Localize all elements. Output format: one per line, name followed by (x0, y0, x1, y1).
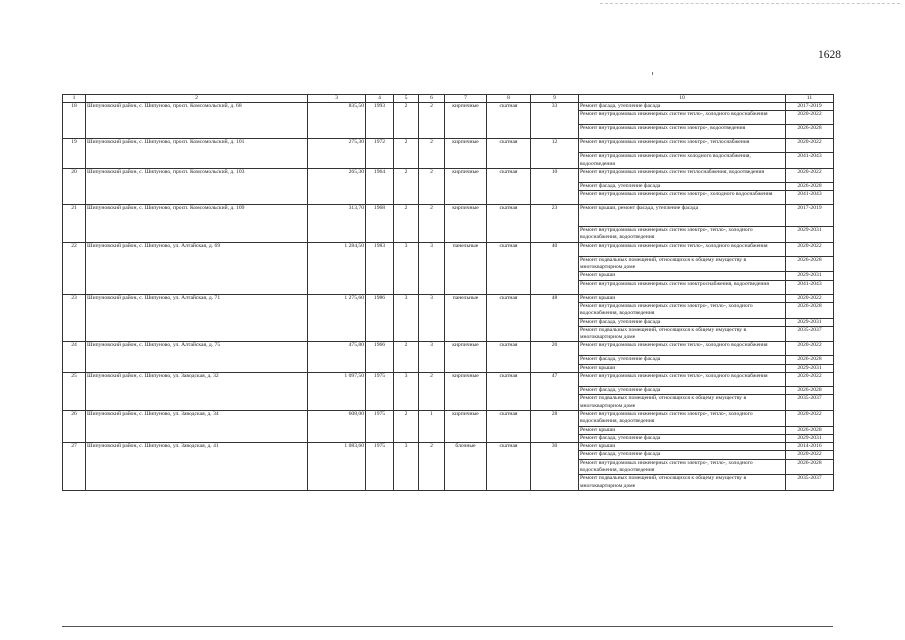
roof-type-cell: скатная (487, 443, 531, 491)
column-number-cell: 9 (531, 95, 579, 103)
work-type-cell: Ремонт подвальных помещений, относящихся к общему имуществу в многоквартирном доме (579, 326, 786, 342)
work-period-cell: 2026-2028 (786, 256, 834, 272)
work-period-cell: 2029-2031 (786, 272, 834, 280)
scan-speck (652, 72, 653, 75)
residents-cell: 23 (531, 205, 579, 243)
wall-material-cell: блочные (445, 443, 487, 491)
table-row (63, 205, 834, 227)
work-type-cell: Ремонт внутридомовых инженерных систем тепло-, холодного водоснабжения (579, 373, 786, 387)
wall-material-cell: кирпичные (445, 342, 487, 373)
table-row (63, 242, 834, 256)
work-period-cell: 2017-2019 (786, 103, 834, 111)
work-type-cell: Ремонт подвальных помещений, относящихся к общему имуществу в многоквартирном доме (579, 395, 786, 411)
residents-cell: 47 (531, 373, 579, 411)
roof-type-cell: скатная (487, 410, 531, 442)
work-period-cell: 2020-2022 (786, 410, 834, 426)
row-number-cell: 20 (63, 168, 86, 204)
work-type-cell: Ремонт фасада, утепление фасада (579, 434, 786, 442)
table-row (63, 168, 834, 182)
floors-cell: 3 (394, 373, 419, 411)
work-type-cell: Ремонт внутридомовых инженерных систем холодного водоснабжения, водоотведения (579, 153, 786, 169)
floors-cell: 3 (394, 294, 419, 342)
residents-cell: 40 (531, 242, 579, 294)
residents-cell: 20 (531, 342, 579, 373)
row-number-cell: 18 (63, 103, 86, 139)
area-cell: 265,30 (308, 168, 366, 204)
area-cell: 1 275,60 (308, 294, 366, 342)
housing-repair-table (62, 94, 834, 491)
residents-cell: 48 (531, 294, 579, 342)
work-period-cell: 2035-2037 (786, 395, 834, 411)
work-type-cell: Ремонт крыши (579, 364, 786, 372)
row-number-cell: 25 (63, 373, 86, 411)
address-cell: Шипуновский район, с. Шипуново, просп. Комсомольский, д. 109 (86, 205, 308, 243)
roof-type-cell: скатная (487, 103, 531, 139)
year-cell: 1986 (366, 294, 394, 342)
wall-material-cell: кирпичные (445, 410, 487, 442)
area-cell: 475,80 (308, 342, 366, 373)
entrances-cell: 3 (419, 294, 445, 342)
work-type-cell: Ремонт внутридомовых инженерных систем теплоснабжения, водоотведения (579, 168, 786, 182)
work-period-cell: 2020-2022 (786, 373, 834, 387)
area-cell: 313,70 (308, 205, 366, 243)
area-cell: 608,00 (308, 410, 366, 442)
address-cell: Шипуновский район, с. Шипуново, просп. Комсомольский, д. 101 (86, 139, 308, 169)
table-row (63, 342, 834, 356)
table-row (63, 373, 834, 387)
work-period-cell: 2035-2037 (786, 326, 834, 342)
wall-material-cell: кирпичные (445, 139, 487, 169)
work-period-cell: 2026-2028 (786, 426, 834, 434)
work-period-cell: 2029-2031 (786, 434, 834, 442)
address-cell: Шипуновский район, с. Шипуново, ул. Алтайская, д. 75 (86, 342, 308, 373)
entrances-cell: 2 (419, 139, 445, 169)
work-type-cell: Ремонт фасада, утепление фасада (579, 182, 786, 190)
work-type-cell: Ремонт внутридомовых инженерных систем тепло-, холодного водоснабжения (579, 111, 786, 125)
work-period-cell: 2029-2031 (786, 364, 834, 372)
work-period-cell: 2020-2022 (786, 139, 834, 153)
work-period-cell: 2020-2022 (786, 294, 834, 302)
year-cell: 1975 (366, 373, 394, 411)
roof-type-cell: скатная (487, 373, 531, 411)
area-cell: 1 097,50 (308, 373, 366, 411)
work-type-cell: Ремонт крыши (579, 426, 786, 434)
work-type-cell: Ремонт крыши (579, 294, 786, 302)
work-period-cell: 2020-2022 (786, 451, 834, 459)
row-number-cell: 26 (63, 410, 86, 442)
area-cell: 835,50 (308, 103, 366, 139)
entrances-cell: 2 (419, 168, 445, 204)
work-type-cell: Ремонт внутридомовых инженерных систем тепло-, холодного водоснабжения (579, 242, 786, 256)
work-type-cell: Ремонт фасада, утепление фасада (579, 318, 786, 326)
work-type-cell: Ремонт внутридомовых инженерных систем электро-, тепло-, холодного водоснабжения, водоотведения (579, 302, 786, 318)
work-type-cell: Ремонт внутридомовых инженерных систем электро-, тепло-, холодного водоснабжения, водоотведения (579, 410, 786, 426)
floors-cell: 3 (394, 443, 419, 491)
roof-type-cell: скатная (487, 242, 531, 294)
work-type-cell: Ремонт внутридомовых инженерных систем тепло-, холодного водоснабжения (579, 342, 786, 356)
year-cell: 1968 (366, 205, 394, 243)
work-type-cell: Ремонт внутридомовых инженерных систем электроснабжения, водоотведения (579, 280, 786, 294)
address-cell: Шипуновский район, с. Шипуново, ул. Алтайская, д. 69 (86, 242, 308, 294)
work-type-cell: Ремонт подвальных помещений, относящихся к общему имуществу в многоквартирном доме (579, 475, 786, 491)
year-cell: 1972 (366, 139, 394, 169)
column-number-cell: 7 (445, 95, 487, 103)
column-number-cell: 2 (86, 95, 308, 103)
work-period-cell: 2041-2043 (786, 280, 834, 294)
entrances-cell: 2 (419, 103, 445, 139)
work-period-cell: 2035-2037 (786, 475, 834, 491)
address-cell: Шипуновский район, с. Шипуново, ул. Заводская, д. 32 (86, 373, 308, 411)
year-cell: 1993 (366, 103, 394, 139)
table-body (63, 103, 834, 491)
column-number-cell: 11 (786, 95, 834, 103)
table-row (63, 410, 834, 426)
address-cell: Шипуновский район, с. Шипуново, ул. Заводская, д. 41 (86, 443, 308, 491)
work-period-cell: 2041-2043 (786, 191, 834, 205)
work-period-cell: 2026-2028 (786, 302, 834, 318)
table-row (63, 139, 834, 153)
work-period-cell: 2029-2031 (786, 227, 834, 243)
work-period-cell: 2029-2031 (786, 318, 834, 326)
year-cell: 1975 (366, 410, 394, 442)
work-period-cell: 2026-2028 (786, 125, 834, 139)
roof-type-cell: скатная (487, 294, 531, 342)
wall-material-cell: панельные (445, 242, 487, 294)
area-cell: 1 083,60 (308, 443, 366, 491)
work-type-cell: Ремонт фасада, утепление фасада (579, 451, 786, 459)
roof-type-cell: скатная (487, 139, 531, 169)
row-number-cell: 22 (63, 242, 86, 294)
wall-material-cell: панельные (445, 294, 487, 342)
work-type-cell: Ремонт внутридомовых инженерных систем электро-, холодного водоснабжения (579, 191, 786, 205)
row-number-cell: 23 (63, 294, 86, 342)
work-period-cell: 2014-2016 (786, 443, 834, 451)
column-number-cell: 1 (63, 95, 86, 103)
row-number-cell: 24 (63, 342, 86, 373)
work-type-cell: Ремонт подвальных помещений, относящихся к общему имуществу в многоквартирном доме (579, 256, 786, 272)
column-number-cell: 4 (366, 95, 394, 103)
address-cell: Шипуновский район, с. Шипуново, ул. Заводская, д. 34 (86, 410, 308, 442)
work-period-cell: 2020-2022 (786, 342, 834, 356)
residents-cell: 30 (531, 443, 579, 491)
wall-material-cell: кирпичные (445, 373, 487, 411)
roof-type-cell: скатная (487, 168, 531, 204)
floors-cell: 2 (394, 342, 419, 373)
work-type-cell: Ремонт внутридомовых инженерных систем электро-, тепло-, холодного водоснабжения, водоотведения (579, 227, 786, 243)
residents-cell: 33 (531, 103, 579, 139)
work-period-cell: 2020-2022 (786, 168, 834, 182)
table-row (63, 294, 834, 302)
work-type-cell: Ремонт внутридомовых инженерных систем электро-, водоотведения (579, 125, 786, 139)
page-number: 1628 (818, 49, 841, 61)
work-period-cell: 2026-2028 (786, 356, 834, 364)
residents-cell: 10 (531, 168, 579, 204)
work-type-cell: Ремонт внутридомовых инженерных систем электро-, теплоснабжения (579, 139, 786, 153)
area-cell: 1 284,50 (308, 242, 366, 294)
work-period-cell: 2020-2022 (786, 242, 834, 256)
top-edge-line (600, 3, 900, 4)
column-number-row (63, 95, 834, 103)
work-period-cell: 2041-2043 (786, 153, 834, 169)
row-number-cell: 21 (63, 205, 86, 243)
table-row (63, 103, 834, 111)
floors-cell: 2 (394, 410, 419, 442)
floors-cell: 3 (394, 242, 419, 294)
entrances-cell: 2 (419, 373, 445, 411)
column-number-cell: 8 (487, 95, 531, 103)
row-number-cell: 27 (63, 443, 86, 491)
work-period-cell: 2020-2022 (786, 111, 834, 125)
work-period-cell: 2017-2019 (786, 205, 834, 227)
work-type-cell: Ремонт крыши (579, 443, 786, 451)
floors-cell: 2 (394, 205, 419, 243)
work-period-cell: 2026-2028 (786, 182, 834, 190)
column-number-cell: 3 (308, 95, 366, 103)
work-period-cell: 2026-2028 (786, 459, 834, 475)
address-cell: Шипуновский район, с. Шипуново, просп. Комсомольский, д. 103 (86, 168, 308, 204)
residents-cell: 12 (531, 139, 579, 169)
row-number-cell: 19 (63, 139, 86, 169)
area-cell: 275,30 (308, 139, 366, 169)
roof-type-cell: скатная (487, 205, 531, 243)
address-cell: Шипуновский район, с. Шипуново, просп. Комсомольский, д. 68 (86, 103, 308, 139)
entrances-cell: 1 (419, 410, 445, 442)
floors-cell: 2 (394, 139, 419, 169)
bottom-rule (62, 626, 833, 627)
work-type-cell: Ремонт фасада, утепление фасада (579, 356, 786, 364)
work-type-cell: Ремонт фасада, утепление фасада (579, 387, 786, 395)
column-number-cell: 6 (419, 95, 445, 103)
entrances-cell: 2 (419, 205, 445, 243)
year-cell: 1966 (366, 342, 394, 373)
table-row (63, 443, 834, 451)
year-cell: 1983 (366, 242, 394, 294)
year-cell: 1975 (366, 443, 394, 491)
entrances-cell: 3 (419, 242, 445, 294)
work-type-cell: Ремонт фасада, утепление фасада (579, 103, 786, 111)
work-type-cell: Ремонт крыши (579, 272, 786, 280)
residents-cell: 28 (531, 410, 579, 442)
year-cell: 1964 (366, 168, 394, 204)
column-number-cell: 5 (394, 95, 419, 103)
work-period-cell: 2026-2028 (786, 387, 834, 395)
entrances-cell: 2 (419, 443, 445, 491)
wall-material-cell: кирпичные (445, 103, 487, 139)
address-cell: Шипуновский район, с. Шипуново, ул. Алтайская, д. 71 (86, 294, 308, 342)
floors-cell: 2 (394, 103, 419, 139)
wall-material-cell: кирпичные (445, 168, 487, 204)
wall-material-cell: кирпичные (445, 205, 487, 243)
roof-type-cell: скатная (487, 342, 531, 373)
work-type-cell: Ремонт внутридомовых инженерных систем электро-, тепло-, холодного водоснабжения, водоотведения (579, 459, 786, 475)
column-number-cell: 10 (579, 95, 786, 103)
work-type-cell: Ремонт крыши, ремонт фасада, утепление фасада (579, 205, 786, 227)
floors-cell: 2 (394, 168, 419, 204)
entrances-cell: 3 (419, 342, 445, 373)
